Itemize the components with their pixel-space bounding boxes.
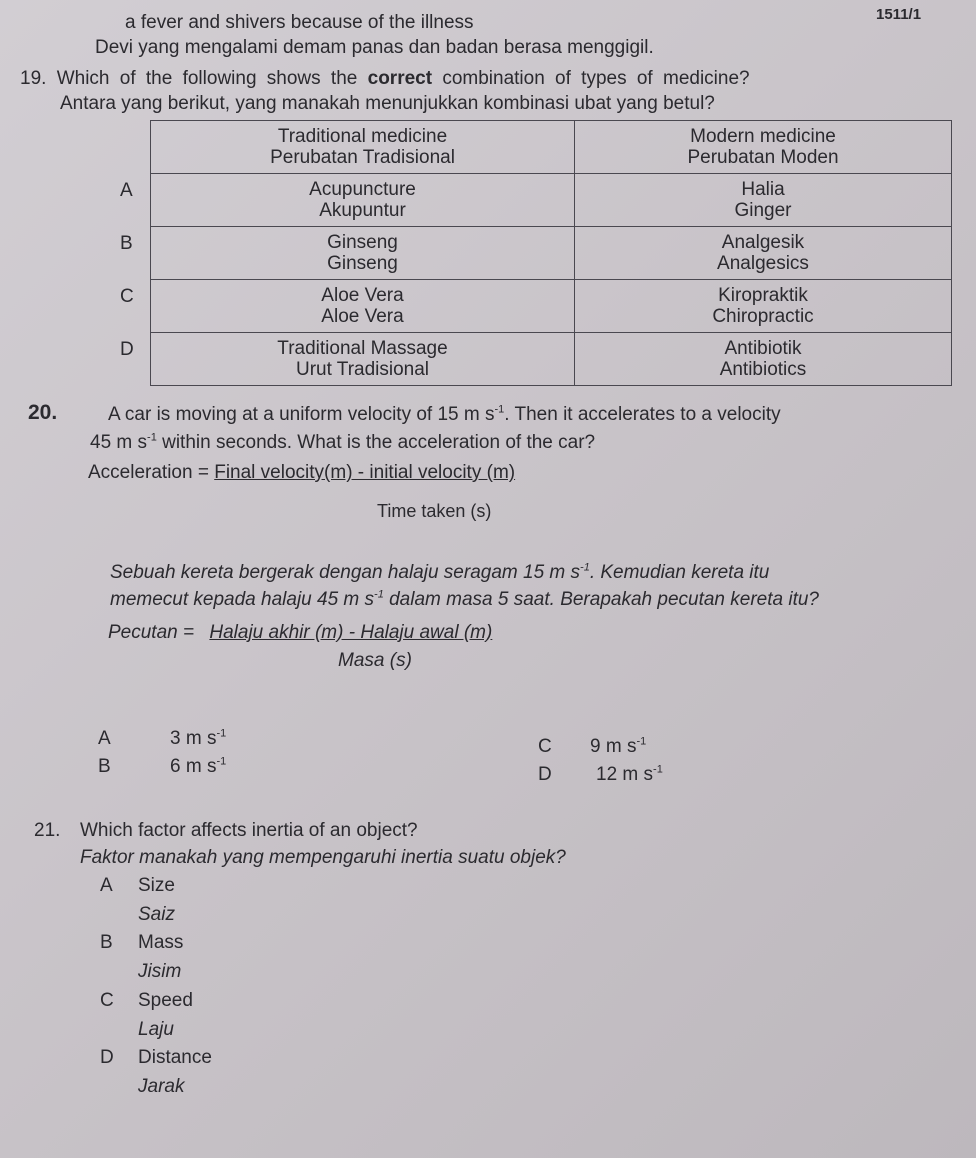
q20-option-c[interactable] [538,736,646,758]
text: 45 m s [90,432,148,453]
text: A car is moving at a uniform velocity of 15 m s [108,404,495,425]
cell: Aloe Vera [321,285,404,306]
option-en: Size [138,875,175,896]
q20-line1 [108,404,781,426]
cell: Aloe Vera [321,306,404,327]
sup: -1 [147,431,157,444]
option-ms: Jarak [138,1075,185,1097]
q20-option-d[interactable] [538,764,663,786]
q21-question-ms: Faktor manakah yang mempengaruhi inertia suatu objek? [80,847,566,868]
cell: Ginseng [327,253,398,274]
sup: -1 [216,727,227,740]
q21-text: Which factor affects inertia of an object? [80,820,418,841]
q20-option-b[interactable] [98,756,226,778]
sup: -1 [494,403,505,416]
cell: Ginseng [327,232,398,253]
q21-options [100,872,212,1102]
cell: Urut Tradisional [295,359,430,380]
header-trad-ms: Perubatan Tradisional [270,147,455,168]
option-value: 6 m s [170,756,217,777]
table-header [151,121,952,174]
header-trad-en: Traditional medicine [277,126,448,147]
q21-option-b[interactable] [100,929,212,958]
option-label: A [98,728,111,749]
sup: -1 [580,561,590,574]
option-value: 9 m s [590,736,637,757]
cell: Antibiotics [719,359,807,380]
cell: Acupuncture [309,179,416,200]
q19-text-pre: Which of the following shows the [56,68,368,89]
text: Sebuah kereta bergerak dengan halaju seragam 15 m s [110,562,581,583]
q19-bold: correct [367,68,433,89]
text: Acceleration = [88,462,215,483]
cell: Antibiotik [724,338,802,359]
option-label: D [100,1047,114,1069]
option-label: B [98,756,111,777]
cell: Traditional Massage [277,338,448,359]
formula-numerator: Halaju akhir (m) - Halaju awal (m) [209,622,493,643]
formula-ms-den: Masa (s) [338,650,412,671]
text: within seconds. What is the acceleration of the car? [156,432,596,453]
table-row [151,333,952,386]
q19-question-ms: Antara yang berikut, yang manakah menunjukkan kombinasi ubat yang betul? [60,93,715,114]
option-label: C [100,989,114,1011]
q19-text-post: combination of types of medicine? [432,68,750,89]
option-ms: Saiz [138,903,175,925]
table-row [151,174,952,227]
q20-line2 [90,432,595,454]
medicine-table [150,120,952,386]
table-row [151,227,952,280]
text: dalam masa 5 saat. Berapakah pecutan kereta itu? [383,589,819,610]
option-en: Speed [138,989,193,1011]
q21-option-a[interactable] [100,872,212,901]
q19-question [20,68,750,90]
q21-option-d[interactable] [100,1044,212,1073]
header-mod-ms: Perubatan Moden [687,147,839,168]
sup: -1 [653,763,663,776]
q20-ms-line2 [110,589,819,611]
q19-number: 19. [20,68,47,89]
text: Pecutan = [108,622,200,643]
cell: Halia [741,179,785,200]
sup: -1 [374,588,384,601]
header-mod-en: Modern medicine [690,126,836,147]
formula-ms [108,622,492,644]
option-value: 12 m s [596,764,654,785]
row-label-b: B [120,233,133,254]
table-row [151,280,952,333]
option-en: Mass [138,932,184,954]
q21-question [34,820,418,842]
cell: Kiropraktik [718,285,808,306]
q18-tail-en: a fever and shivers because of the illness [125,12,474,33]
formula-numerator: Final velocity(m) - initial velocity (m) [214,462,516,483]
formula-en-den: Time taken (s) [377,501,492,521]
option-ms: Jisim [138,961,182,983]
text: . Then it accelerates to a velocity [504,404,781,425]
cell: Analgesics [717,253,809,274]
q21-number: 21. [34,820,61,841]
option-en: Distance [138,1047,212,1069]
cell: Akupuntur [319,200,406,221]
formula-en [88,462,515,484]
row-label-c: C [120,286,134,307]
q20-ms-line1 [110,562,769,584]
option-label: C [538,736,552,757]
cell: Ginger [734,200,792,221]
row-label-a: A [120,180,133,201]
sup: -1 [216,755,227,768]
row-label-d: D [120,339,134,360]
q20-number: 20. [28,401,58,424]
cell: Analgesik [721,232,805,253]
text: memecut kepada halaju 45 m s [110,589,375,610]
option-label: D [538,764,552,785]
text: . Kemudian kereta itu [589,562,770,583]
q21-option-c[interactable] [100,987,212,1016]
option-value: 3 m s [170,728,217,749]
q18-tail-ms: Devi yang mengalami demam panas dan badan berasa menggigil. [95,37,654,58]
sup: -1 [636,735,647,748]
q20-option-a[interactable] [98,728,226,750]
option-label: B [100,932,113,954]
cell: Chiropractic [712,306,814,327]
option-label: A [100,875,113,896]
option-ms: Laju [138,1018,174,1040]
page-code: 1511/1 [876,6,922,23]
